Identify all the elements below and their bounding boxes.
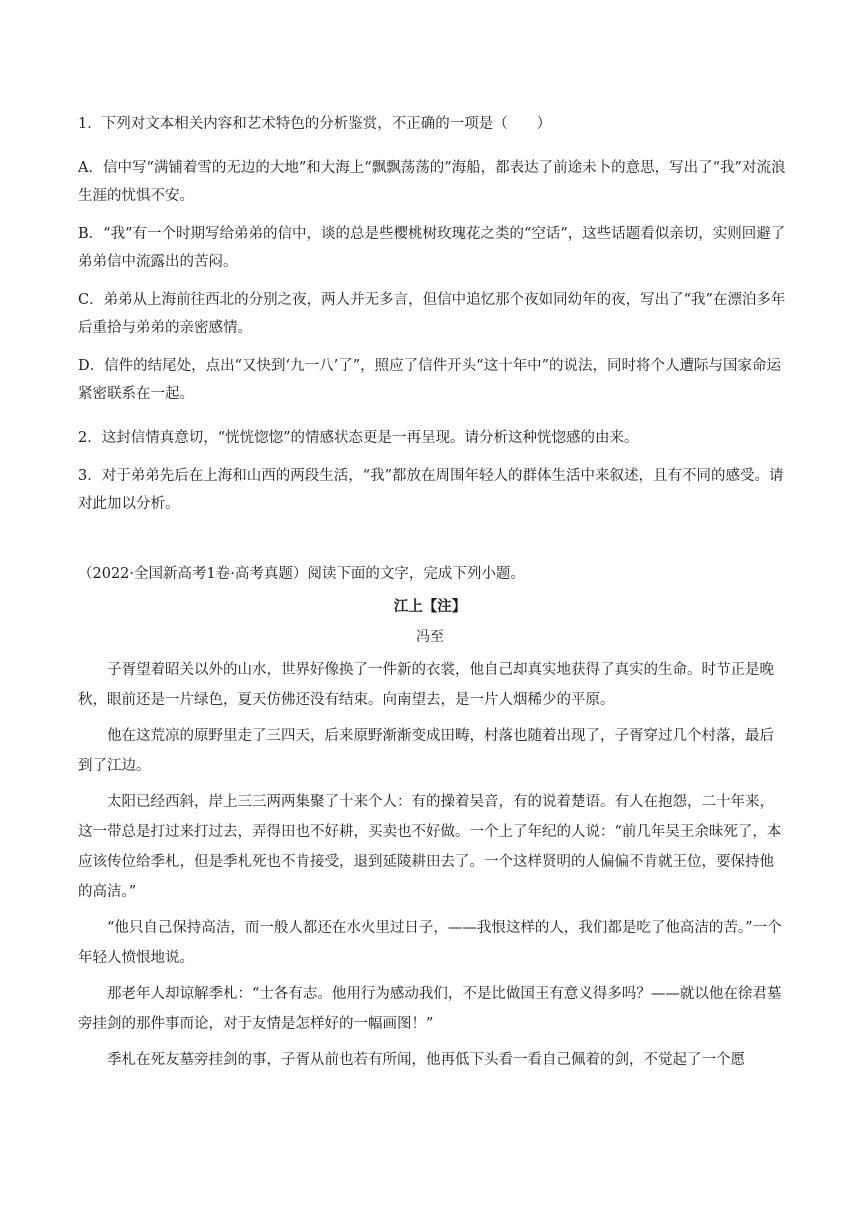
option-c: C．弟弟从上海前往西北的分别之夜，两人并无多言，但信中追忆那个夜如同幼年的夜，写出了“我”在漂泊多年后重拾与弟弟的亲密感情。: [78, 292, 786, 336]
question-1-stem: 1．下列对文本相关内容和艺术特色的分析鉴赏，不正确的一项是（ ）: [78, 116, 552, 132]
story-paragraph: 子胥望着昭关以外的山水，世界好像换了一件新的衣裳，他自己却真实地获得了真实的生命。时节正是晚秋，眼前还是一片绿色，夏天仿佛还没有结束。向南望去，是一片人烟稀少的平原。: [78, 662, 774, 708]
story-paragraph: 季札在死友墓旁挂剑的事，子胥从前也若有所闻，他再低下头看一看自己佩着的剑，不觉起了一个愿: [107, 1052, 745, 1068]
source-line: （2022·全国新高考1卷·高考真题）阅读下面的文字，完成下列小题。: [78, 566, 525, 582]
question-3: 3．对于弟弟先后在上海和山西的两段生活，“我”都放在周围年轻人的群体生活中来叙述，且有不同的感受。请对此加以分析。: [78, 468, 784, 512]
story-paragraph: 那老年人却谅解季札：“士各有志。他用行为感动我们，不是比做国王有意义得多吗？——就以他在徐君墓旁挂剑的那件事而论，对于友情是怎样好的一幅画图！”: [78, 986, 782, 1032]
story-title: 江上【注】: [393, 598, 467, 615]
story-paragraph: “他只自己保持高洁，而一般人都还在水火里过日子，——我恨这样的人，我们都是吃了他高洁的苦。”一个年轻人愤恨地说。: [78, 920, 782, 966]
story-author: 冯至: [416, 629, 444, 645]
question-2: 2．这封信情真意切，“恍恍惚惚”的情感状态更是一再呈现。请分析这种恍惚感的由来。: [78, 430, 639, 446]
story-body: [78, 655, 786, 1081]
option-a: A．信中写“满铺着雪的无边的大地”和大海上“飘飘荡荡的”海船，都表达了前途未卜的意思，写出了“我”对流浪生涯的忧惧不安。: [78, 160, 786, 204]
option-d: D．信件的结尾处，点出“又快到‘九一八’了”，照应了信件开头“这十年中”的说法，同时将个人遭际与国家命运紧密联系在一起。: [78, 358, 781, 402]
option-b: B．“我”有一个时期写给弟弟的信中，谈的总是些樱桃树玫瑰花之类的“空话”，这些话题看似亲切，实则回避了弟弟信中流露出的苦闷。: [78, 226, 786, 270]
story-paragraph: 太阳已经西斜，岸上三三两两集聚了十来个人：有的操着吴音，有的说着楚语。有人在抱怨，二十年来，这一带总是打过来打过去，弄得田也不好耕，买卖也不好做。一个上了年纪的人说：“前几年吴王余昧死了，本应该传位给季札，但是季札死也不肯接受，退到延陵耕田去了。一个这样贤明的人偏偏不肯就王位，要保持他的高洁。”: [78, 794, 782, 900]
story-paragraph: 他在这荒凉的原野里走了三四天，后来原野渐渐变成田畴，村落也随着出现了，子胥穿过几个村落，最后到了江边。: [78, 728, 774, 774]
question-1-options: [78, 154, 786, 418]
questions-2-3: [78, 424, 786, 528]
